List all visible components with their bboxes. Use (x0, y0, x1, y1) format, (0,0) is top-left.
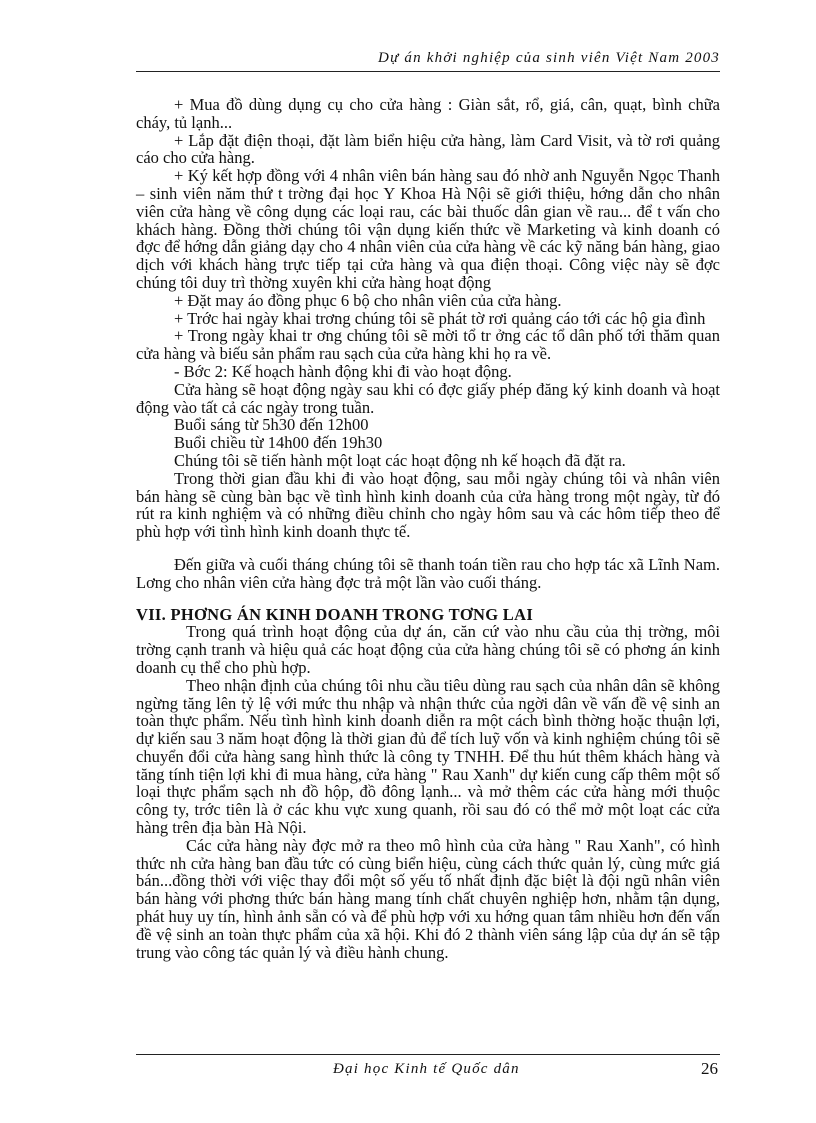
paragraph-equipment: + Mua đồ dùng dụng cụ cho cửa hàng : Giàn sắt, rổ, giá, cân, quạt, bình chữa cháy, tủ lạnh... (136, 95, 720, 132)
paragraph-uniforms: + Đặt may áo đồng phục 6 bộ cho nhân viên của cửa hàng. (174, 290, 562, 310)
paragraph-opening-day: + Trong ngày khai tr ơng chúng tôi sẽ mời tổ tr ởng các tổ dân phố tới thăm quan cửa hàng và biếu sản phẩm rau sạch của cửa hàng khi họ ra về. (136, 326, 720, 364)
paragraph-future-plan: Trong quá trình hoạt động của dự án, căn cứ vào nhu cầu của thị trờng, môi trờng cạnh tranh và hiệu quả các hoạt động của cửa hàng chúng tôi sẽ có phơng án kinh doanh cụ thể cho phù hợp. (136, 622, 720, 677)
header-rule (136, 71, 720, 72)
paragraph-franchise-model: Các cửa hàng này đợc mở ra theo mô hình của cửa hàng " Rau Xanh", có hình thức nh cửa hàng ban đầu tức có cùng biển hiệu, cùng cách thức quản lý, cùng mức giá bán...đồng thời với việc thay đổi một số yếu tố nhất định đặc biệt là đội ngũ nhân viên bán hàng với phơng thức bán hàng mang tính chất chuyên nghiệp hơn, nhằm tận dụng, phát huy uy tín, hình ảnh sẵn có và để phù hợp với xu hớng quan tâm nhiều hơn đến vấn đề vệ sinh an toàn thực phẩm của xã hội. Khi đó 2 thành viên sáng lập của dự án sẽ tập trung vào công tác quản lý và điều hành chung. (136, 835, 720, 962)
paragraph-activities: Chúng tôi sẽ tiến hành một loạt các hoạt động nh kế hoạch đã đặt ra. (174, 450, 626, 470)
page-number: 26 (701, 1059, 718, 1078)
paragraph-operation-start: Cửa hàng sẽ hoạt động ngày sau khi có đợc giấy phép đăng ký kinh doanh và hoạt động vào tất cả các ngày trong tuần. (136, 379, 720, 417)
paragraph-daily-review: Trong thời gian đầu khi đi vào hoạt động, sau mỗi ngày chúng tôi và nhân viên bán hàng sẽ cùng bàn bạc về tình hình kinh doanh của cửa hàng trong một ngày, từ đó rút ra kinh nghiệm và có những điều chỉnh cho ngày hôm sau và các hôm tiếp theo để phù hợp với tình hình kinh doanh thực tế. (136, 468, 720, 542)
paragraph-expansion: Theo nhận định của chúng tôi nhu cầu tiêu dùng rau sạch của nhân dân sẽ không ngừng tăng lên tỷ lệ với mức thu nhập và nhận thức của ngời dân về vấn đề vệ sinh an toàn thực phẩm. Nếu tình hình kinh doanh diễn ra một cách bình thờng hoặc thuận lợi, dự kiến sau 3 năm hoạt động là thời gian đủ để tích luỹ vốn và kinh nghiệm chúng tôi sẽ chuyển đổi cửa hàng sang hình thức là công ty TNHH. Để thu hút thêm khách hàng và tăng tính tiện lợi khi đi mua hàng, cửa hàng " Rau Xanh" dự kiến cung cấp thêm một số loại thực phẩm sạch nh đồ hộp, đồ đông lạnh... và mở thêm các cửa hàng mới thuộc công ty, trớc tiên là ở các khu vực xung quanh, rồi sau đó có thể mở một loạt các cửa hàng trên địa bàn Hà Nội. (136, 675, 720, 838)
paragraph-flyers: + Trớc hai ngày khai trơng chúng tôi sẽ phát tờ rơi quảng cáo tới các hộ gia đình (174, 308, 706, 328)
footer-rule (136, 1054, 720, 1055)
footer-title: Đại học Kinh tế Quốc dân (333, 1061, 520, 1077)
paragraph-staff-contract: + Ký kết hợp đồng với 4 nhân viên bán hàng sau đó nhờ anh Nguyễn Ngọc Thanh – sinh viên năm thứ t trờng đại học Y Khoa Hà Nội sẽ giới thiệu, hớng dẫn cho nhân viên cửa hàng về công dụng các loại rau, các bài thuốc dân gian về rau... để t vấn cho khách hàng. Đồng thời chúng tôi vận dụng kiến thức về Marketing và kinh doanh có đợc để hớng dẫn giảng dạy cho 4 nhân viên của cửa hàng về các kỹ năng bán hàng, giao dịch với khách hàng trực tiếp tại cửa hàng và qua điện thoại. Công việc này sẽ đợc chúng tôi duy trì thờng xuyên khi cửa hàng hoạt động (136, 166, 720, 292)
paragraph-payment: Đến giữa và cuối tháng chúng tôi sẽ thanh toán tiền rau cho hợp tác xã Lĩnh Nam. Lơng cho nhân viên cửa hàng đợc trả một lần vào cuối tháng. (136, 554, 720, 592)
paragraph-morning-hours: Buổi sáng từ 5h30 đến 12h00 (174, 415, 369, 435)
paragraph-step-2: - Bớc 2: Kế hoạch hành động khi đi vào hoạt động. (174, 361, 512, 381)
section-heading-vii: VII. PHƠNG ÁN KINH DOANH TRONG TƠNG LAI (136, 604, 534, 624)
paragraph-afternoon-hours: Buổi chiều từ 14h00 đến 19h30 (174, 433, 383, 453)
paragraph-phone-signage: + Lắp đặt điện thoại, đặt làm biển hiệu cửa hàng, làm Card Visit, và tờ rơi quảng cáo cho cửa hàng. (136, 130, 720, 168)
running-header-title: Dự án khởi nghiệp của sinh viên Việt Nam 2003 (378, 50, 720, 66)
page-body (136, 96, 720, 961)
